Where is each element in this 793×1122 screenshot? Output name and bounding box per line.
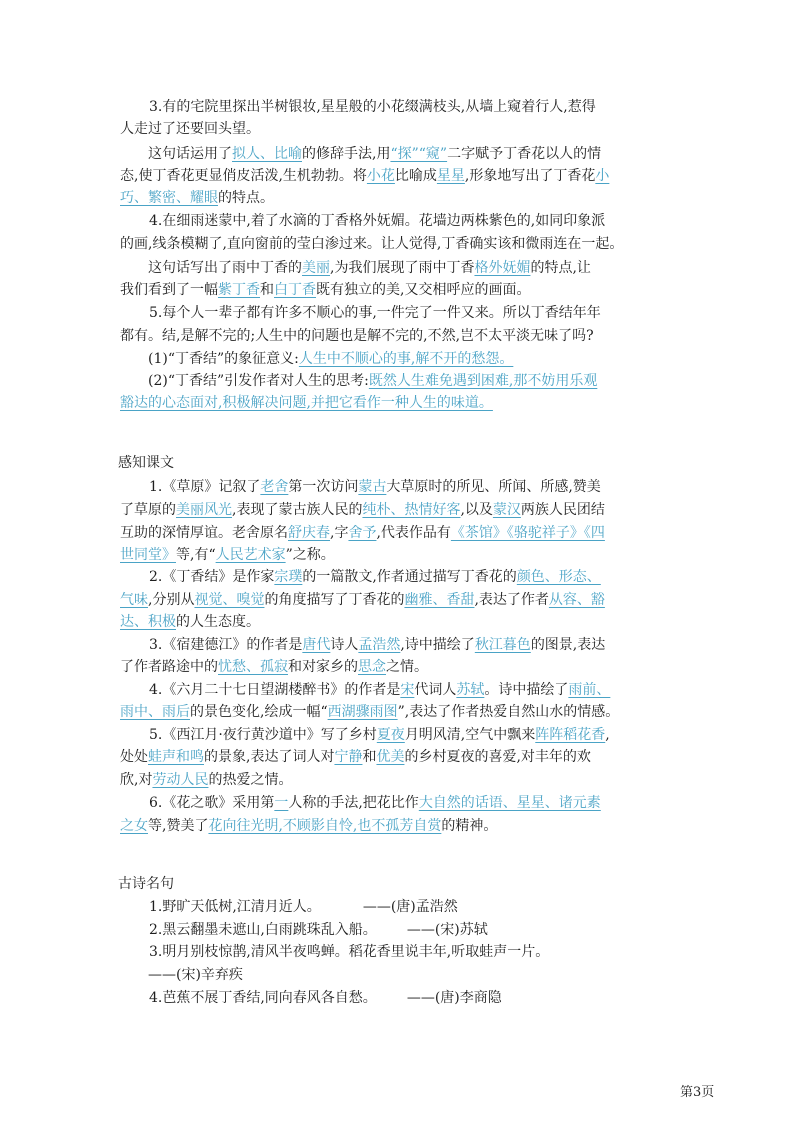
- poem-line-3-source: [148, 964, 708, 986]
- answer-blank: 小花: [366, 168, 395, 184]
- answer-blank: 优美: [376, 749, 405, 765]
- text: 这句话运用了: [148, 146, 232, 162]
- text: 二字赋予丁香花以人的情: [447, 146, 602, 162]
- answer-blank: 忧愁、孤寂: [218, 659, 288, 675]
- text: 和: [362, 749, 377, 765]
- answer-blank: 宋: [400, 682, 415, 698]
- item-4-quote-line-1: [120, 210, 709, 232]
- text: ,分别从: [148, 592, 195, 608]
- answer-blank: 气味: [120, 592, 148, 608]
- item-4-analysis-line-1: [120, 257, 708, 279]
- text: 了作者路途中的: [120, 659, 218, 675]
- section-title: 感知课文: [118, 455, 174, 471]
- poem-text: 4.芭蕉不展丁香结,同向春风各自愁。: [149, 990, 377, 1006]
- text: ”之称。: [285, 547, 335, 563]
- answer-blank: 一: [274, 795, 289, 811]
- s1-line-5: [120, 566, 709, 588]
- text: 这句话写出了雨中丁香的: [148, 260, 302, 276]
- text: 人走过了还要回头望。: [120, 121, 260, 137]
- item-3-quote-line-2: [120, 118, 680, 140]
- text: 的特点。: [218, 190, 274, 206]
- answer-blank: 从容、豁: [548, 592, 605, 608]
- poem-source: ——(宋)辛弃疾: [148, 967, 243, 983]
- answer-blank: 夏夜: [376, 727, 405, 743]
- text: 处处: [120, 749, 148, 765]
- text: 都有。结,是解不完的;人生中的问题也是解不完的,不然,岂不太平淡无味了吗?: [120, 328, 594, 344]
- text: 欣,对: [120, 772, 153, 788]
- answer-blank: 达、积极: [120, 614, 176, 630]
- poem-line-1: [120, 896, 709, 918]
- item-5-subquestion-2: [148, 370, 708, 392]
- poem-line-3: [120, 941, 709, 963]
- text: ,诗中描绘了: [400, 637, 475, 653]
- text: 的一篇散文,作者通过描写丁香花的: [302, 569, 517, 585]
- answer-blank: 视觉、嗅觉: [194, 592, 265, 608]
- text: 和对家乡的: [288, 659, 358, 675]
- s1-line-8: [120, 634, 709, 656]
- answer-blank: 美丽风光: [176, 502, 232, 518]
- text: 5.《西江月·夜行黄沙道中》写了乡村: [149, 727, 377, 743]
- item-4-analysis-line-2: [120, 279, 680, 301]
- s1-line-4: [120, 544, 680, 566]
- text: 6.《花之歌》采用第: [149, 795, 275, 811]
- text: 等,有“: [176, 547, 216, 563]
- answer-blank: 蒙汉: [492, 502, 521, 518]
- answer-blank: 苏轼: [456, 682, 485, 698]
- answer-blank: 既然人生难免遇到困难,那不妨用乐观: [368, 373, 598, 389]
- text: 的画,线条模糊了,直向窗前的莹白渗过来。让人觉得,丁香确实该和微雨连在一起。: [120, 236, 624, 252]
- s1-line-6: [120, 589, 680, 611]
- text: ,表达了作者: [474, 592, 549, 608]
- text: ,字: [330, 525, 349, 541]
- s1-line-15: [120, 792, 709, 814]
- poem-source: ——(宋)苏轼: [406, 922, 488, 938]
- text: (2)“丁香结”引发作者对人生的思考:: [148, 373, 369, 389]
- answer-blank: 唐代: [302, 637, 331, 653]
- s1-line-10: [120, 679, 709, 701]
- s1-line-2: [120, 499, 680, 521]
- answer-blank: “探”“窥”: [390, 146, 448, 162]
- text: ,以及: [460, 502, 493, 518]
- text: 4.在细雨迷蒙中,着了水滴的丁香格外妩媚。花墙边两株紫色的,如同印象派: [149, 213, 606, 229]
- answer-blank: 大自然的话语、星星、诸元素: [418, 795, 601, 811]
- answer-blank: 紫丁香: [218, 282, 260, 298]
- answer-blank: 《茶馆》《骆驼祥子》《四: [450, 525, 605, 541]
- answer-blank: 宗璞: [274, 569, 303, 585]
- answer-blank: 星星: [436, 168, 465, 184]
- text: 了草原的: [120, 502, 176, 518]
- text: 4.《六月二十七日望湖楼醉书》的作者是: [149, 682, 401, 698]
- text: 的景象,表达了词人对: [204, 749, 335, 765]
- poem-source: ——(唐)孟浩然: [362, 899, 458, 915]
- text: ,形象地写出了丁香花: [464, 168, 596, 184]
- text: 月明风清,空气中飘来: [404, 727, 536, 743]
- text: 的乡村夏夜的喜爱,对丰年的欢: [404, 749, 591, 765]
- text: ,代表作品有: [376, 525, 451, 541]
- text: 人称的手法,把花比作: [288, 795, 419, 811]
- answer-blank: 蒙古: [358, 479, 387, 495]
- text: 5.每个人一辈子都有许多不顺心的事,一件完了一件又来。所以丁香结年年: [149, 305, 601, 321]
- answer-blank: 阵阵稻花香: [535, 727, 606, 743]
- text: 的修辞手法,用: [302, 146, 391, 162]
- answer-blank: 孟浩然: [358, 637, 401, 653]
- text: 3.《宿建德江》的作者是: [149, 637, 303, 653]
- answer-blank: 雨中、雨后: [120, 704, 190, 720]
- answer-blank: 舍予: [348, 525, 377, 541]
- text: 1.《草原》记叙了: [149, 479, 261, 495]
- answer-blank: 西湖骤雨图: [327, 704, 398, 720]
- answer-blank: 秋江暮色: [474, 637, 531, 653]
- item-3-analysis-line-2: [120, 165, 680, 187]
- answer-blank: 思念: [358, 659, 386, 675]
- item-3-analysis-line-1: [120, 143, 708, 165]
- text: ,为我们展现了雨中丁香: [330, 260, 475, 276]
- answer-blank: 之女: [120, 818, 148, 834]
- section-title: 古诗名句: [118, 876, 174, 892]
- answer-blank: 拟人、比喻: [232, 146, 302, 162]
- poem-text: 2.黑云翻墨未遮山,白雨跳珠乱入船。: [149, 922, 377, 938]
- answer-blank: 世同堂》: [120, 547, 176, 563]
- item-3-quote-line-1: [120, 96, 709, 118]
- text: 的人生态度。: [176, 614, 260, 630]
- answer-blank: 豁达的心态面对,积极解决问题,并把它看作一种人生的味道。: [120, 395, 493, 411]
- s1-line-3: [120, 522, 680, 544]
- s1-line-12: [120, 724, 709, 746]
- text: 互助的深情厚谊。老舍原名: [120, 525, 288, 541]
- text: 的精神。: [441, 818, 498, 834]
- s1-line-1: [120, 476, 709, 498]
- s1-line-16: [120, 815, 680, 837]
- answer-blank: 纯朴、热情好客: [362, 502, 461, 518]
- answer-blank: 巧、繁密、耀眼: [120, 190, 218, 206]
- poem-text: 1.野旷天低树,江清月近人。: [149, 899, 321, 915]
- item-5-quote-line-2: [120, 325, 680, 347]
- text: 两族人民团结: [520, 502, 605, 518]
- answer-blank: 小: [595, 168, 610, 184]
- text: 大草原时的所见、所闻、所感,赞美: [386, 479, 601, 495]
- answer-blank: 劳动人民: [152, 772, 209, 788]
- poem-source: ——(唐)李商隐: [406, 990, 502, 1006]
- answer-blank: 美丽: [302, 260, 330, 276]
- text: 既有独立的美,又交相呼应的画面。: [316, 282, 531, 298]
- text: ”,表达了作者热爱自然山水的情感。: [397, 704, 620, 720]
- answer-blank: 人民艺术家: [215, 547, 286, 563]
- answer-blank: 白丁香: [274, 282, 316, 298]
- text: 之情。: [386, 659, 428, 675]
- text: 态,使丁香花更显俏皮活泼,生机勃勃。将: [120, 168, 367, 184]
- text: 的图景,表达: [530, 637, 606, 653]
- text: 第一次访问: [288, 479, 359, 495]
- text: ,: [605, 727, 610, 743]
- item-5-subquestion-2-cont: [120, 392, 680, 414]
- answer-blank: 格外妩媚: [474, 260, 531, 276]
- text: 代词人: [414, 682, 457, 698]
- answer-blank: 颜色、形态、: [516, 569, 601, 585]
- text: 。诗中描绘了: [484, 682, 569, 698]
- answer-blank: 蛙声和鸣: [148, 749, 204, 765]
- item-5-subquestion-1: [148, 348, 708, 370]
- item-5-quote-line-1: [120, 302, 709, 324]
- text: 比喻成: [394, 168, 437, 184]
- text: 的角度描写了丁香花的: [264, 592, 405, 608]
- page-number: 第3页: [680, 1085, 715, 1100]
- answer-blank: 雨前、: [568, 682, 611, 698]
- text: ,表现了蒙古族人民的: [232, 502, 363, 518]
- s1-line-14: [120, 769, 680, 791]
- poem-text: 3.明月别枝惊鹊,清风半夜鸣蝉。稻花香里说丰年,听取蛙声一片。: [149, 944, 550, 960]
- answer-blank: 宁静: [334, 749, 363, 765]
- answer-blank: 幽雅、香甜: [404, 592, 475, 608]
- s1-line-9: [120, 656, 680, 678]
- poem-line-2: [120, 919, 709, 941]
- text: 和: [260, 282, 274, 298]
- item-4-quote-line-2: [120, 233, 680, 255]
- text: 的特点,让: [530, 260, 591, 276]
- item-3-analysis-line-3: [120, 187, 680, 209]
- s1-line-11: [120, 701, 680, 723]
- text: 诗人: [330, 637, 359, 653]
- answer-blank: 舒庆春: [288, 525, 330, 541]
- answer-blank: 花向往光明,不顾影自怜,也不孤芳自赏: [208, 818, 442, 834]
- s1-line-13: [120, 746, 680, 768]
- text: (1)“丁香结”的象征意义:: [148, 351, 299, 367]
- text: 的热爱之情。: [208, 772, 293, 788]
- text: 的景色变化,绘成一幅“: [190, 704, 328, 720]
- text: 等,赞美了: [148, 818, 209, 834]
- text: 3.有的宅院里探出半树银妆,星星般的小花缀满枝头,从墙上窥着行人,惹得: [149, 99, 596, 115]
- text: 2.《丁香结》是作家: [149, 569, 275, 585]
- answer-blank: 老舍: [260, 479, 289, 495]
- s1-line-7: [120, 611, 680, 633]
- poem-line-4: [120, 987, 709, 1009]
- text: 我们看到了一幅: [120, 282, 218, 298]
- answer-blank: 人生中不顺心的事,解不开的愁怨。: [298, 351, 514, 367]
